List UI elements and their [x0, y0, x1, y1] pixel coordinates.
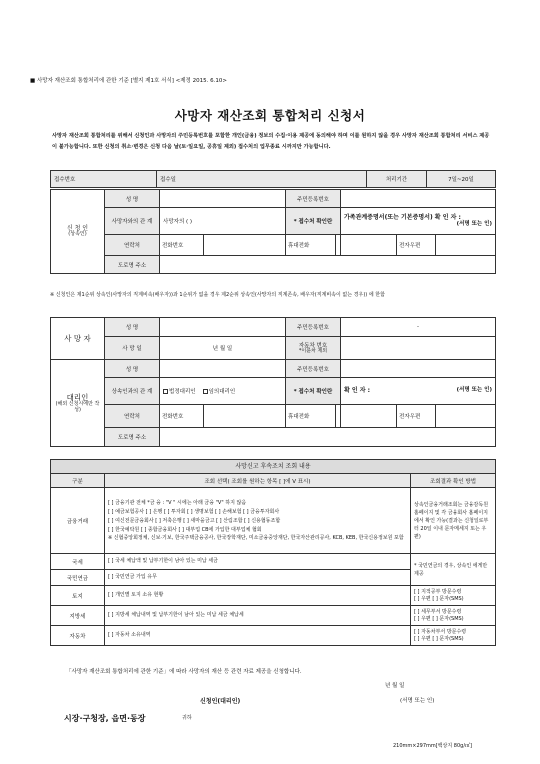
closing-sign: (서명 또는 인)	[400, 698, 435, 704]
finance-option-all[interactable]: [ ] 금융기관 전체 *금 융 : "V " 시에는 아래 금융 "V" 하지 않음	[108, 500, 247, 506]
deceased-car-field[interactable]	[341, 337, 496, 360]
finance-option-row2[interactable]: [ ] 여신전문금융회사 [ ] 저축은행 [ ] 새마을금고 [ ] 산림조합 [ ] 신용협동조합	[108, 518, 281, 524]
agent-email-cell	[341, 405, 496, 428]
local-tax-method-mail[interactable]: [ ] 우편 [ ] 문자(SMS)	[414, 615, 464, 622]
pension-method: * 국민연금의 경우, 상속인 에게만 제공	[411, 554, 496, 586]
applicant-address-field[interactable]	[160, 256, 496, 274]
proxy-agent-checkbox[interactable]	[203, 389, 208, 394]
vehicle-method	[411, 626, 496, 646]
closing-applicant-label: 신청인(대리인)	[200, 698, 241, 705]
local-tax-option[interactable]: [ ] 지방세 체납내역 및 납부기한이 남아 있는 미납 세금 체납세	[105, 606, 411, 626]
agent-contact-label: 연락처	[105, 405, 160, 428]
form-title: 사망자 재산조회 통합처리 신청서	[174, 108, 366, 123]
applicant-name-label: 성 명	[105, 190, 160, 208]
processing-period-value: 7일~20일	[427, 171, 496, 188]
applicant-email-cell	[341, 235, 496, 256]
closing-date: 년 월 일	[385, 683, 405, 689]
national-tax-option[interactable]: [ ] 국세 체납액 및 납부기한이 남아 있는 미납 세금	[105, 554, 411, 570]
receipt-number-label: 접수번호	[51, 171, 157, 188]
applicant-relation-field[interactable]: 사망자의 ( )	[160, 208, 286, 235]
agent-confirm-field[interactable]	[341, 378, 496, 405]
local-tax-method	[411, 606, 496, 626]
deceased-name-label: 성 명	[105, 318, 160, 337]
agent-confirm-label: 확 인 자 :	[344, 387, 371, 395]
applicant-contact-cell	[160, 235, 286, 256]
agent-section-label: 대리인	[66, 392, 89, 402]
finance-option-row1[interactable]: [ ] 예금보험공사 [ ] 은행 [ ] 투자회 [ ] 생명보험 [ ] 손해보험 [ ] 금융투자회사	[108, 509, 280, 515]
pension-option[interactable]: [ ] 국민연금 가입 유무	[105, 570, 411, 586]
applicant-mobile-cell	[286, 235, 341, 256]
land-option[interactable]: [ ] 개인별 토지 소유 현황	[105, 586, 411, 606]
finance-option-row3[interactable]: [ ] 한국예탁원 [ ] 종합금융회사 [ ] 대부업 CB에 가입한 대부업체 협회	[108, 527, 262, 533]
header-text: 사망자 재산조회 통합처리에 관한 기준 [별지 제1호 서식] <제정 2015. 6.10>	[36, 78, 227, 84]
agent-email-field[interactable]	[436, 405, 495, 427]
land-method	[411, 586, 496, 606]
land-method-mail[interactable]: [ ] 우편 [ ] 문자(SMS)	[414, 595, 464, 602]
applicant-rrn-field[interactable]	[341, 190, 496, 208]
inquiry-col-category: 구분	[51, 474, 105, 488]
category-land: 토지	[51, 586, 105, 606]
legal-agent-checkbox[interactable]	[163, 389, 168, 394]
applicant-phone-field[interactable]	[204, 235, 285, 255]
applicant-docs-text: 가족관계증명서(또는 기본증명서) 확 인 자 :	[344, 214, 461, 222]
local-tax-method-visit[interactable]: [ ] 세무부서 방문수령	[414, 608, 462, 615]
applicant-section-label: 신 청 인	[66, 225, 89, 233]
applicant-rrn-label: 주민등록번호	[286, 190, 341, 208]
deceased-agent-table	[50, 317, 496, 447]
applicant-mobile-value[interactable]	[341, 235, 396, 255]
applicant-address-label: 도로명 주소	[105, 256, 160, 274]
applicant-contact-label: 연락처	[105, 235, 160, 256]
deceased-name-field[interactable]	[160, 318, 286, 337]
applicant-docs-check-field[interactable]	[341, 208, 496, 235]
applicant-email-field[interactable]	[436, 235, 495, 255]
deceased-rrn-field[interactable]: -	[341, 318, 496, 337]
applicant-phone-label: 전화번호	[160, 235, 204, 255]
applicant-docs-sign: (서명 또는 인)	[456, 221, 492, 228]
form-header	[30, 78, 227, 85]
agent-address-label: 도로명 주소	[105, 428, 160, 447]
closing-statement: 「사망자 재산조회 통합처리에 관한 기준」에 따라 사망자의 재산 등 관련 자료 제공을 신청합니다.	[66, 669, 302, 675]
agent-mobile-label: 휴대전화	[286, 405, 336, 427]
legal-agent-label: 법정대리인	[169, 389, 196, 395]
paper-spec: 210mm×297mm[백상지 80g/㎡]	[393, 743, 472, 749]
proxy-agent-label: 임의대리인	[208, 389, 236, 395]
category-finance: 금융거래	[51, 488, 105, 554]
applicant-mobile-label: 휴대전화	[286, 235, 336, 255]
finance-options	[105, 488, 411, 554]
deceased-date-label: 사 망 일	[105, 337, 160, 360]
agent-section	[51, 360, 105, 447]
category-local-tax: 지방세	[51, 606, 105, 626]
agent-name-label: 성 명	[105, 360, 160, 378]
agent-confirm-sign: (서명 또는 인)	[456, 387, 492, 394]
applicant-table	[50, 189, 496, 274]
deceased-car-label-cell	[286, 337, 341, 360]
agent-rrn-label: 주민등록번호	[286, 360, 341, 378]
inquiry-table	[50, 459, 496, 646]
agent-phone-label: 전화번호	[160, 405, 204, 427]
applicant-docs-check-label: * 접수처 확인란	[286, 208, 341, 235]
vehicle-method-visit[interactable]: [ ] 자동차부서 방문수령	[414, 628, 467, 635]
vehicle-method-mail[interactable]: [ ] 우편 [ ] 문자(SMS)	[414, 635, 464, 642]
deceased-section-label: 사 망 자	[51, 318, 105, 360]
category-national-tax: 국세	[51, 554, 105, 570]
intro-notice: 사망자 재산조회 통합처리를 위해서 신청인과 사망자의 주민등록번호를 포함한 개인(금융) 정보의 수집·이용 제공에 동의해야 하며 이를 원하지 않을 경우 사망자 재산조회 통합처리 서비스 제공이 불가능합니다. 또한 신청의 취소·변경은 신청 다음 날(토·일요일, 공휴일 제외) 접수처의 업무종료 시까지만 가능합니다.	[52, 133, 490, 150]
agent-email-label: 전자우편	[396, 405, 436, 427]
inquiry-section-title: 사망신고 후속조치 조회 내용	[51, 460, 496, 474]
inquiry-col-select: 조회 선택( 조회를 원하는 항목 [ ]에 V 표시)	[105, 474, 411, 488]
land-method-visit[interactable]: [ ] 지적공부 방문수령	[414, 588, 462, 595]
agent-rrn-field[interactable]	[341, 360, 496, 378]
receipt-date-label: 접수일	[157, 171, 367, 188]
vehicle-option[interactable]: [ ] 자동차 소유내역	[105, 626, 411, 646]
agent-mobile-value[interactable]	[341, 405, 396, 427]
header-marker: ■	[30, 78, 36, 84]
receipt-table	[50, 170, 496, 188]
deceased-car-label: 자동차 번호	[298, 343, 328, 350]
agent-mobile-cell	[286, 405, 341, 428]
category-pension: 국민연금	[51, 570, 105, 586]
applicant-eligibility-note: ※ 신청인은 제1순위 상속인(사망자의 직계비속(배우자))과 1순위가 없을 경우 제2순위 상속인(사망자의 직계존속, 배우자(직계비속이 없는 경우)) 에 한함	[50, 292, 385, 298]
applicant-name-field[interactable]	[160, 190, 286, 208]
agent-section-sub: (해외 신청시에만 작성)	[55, 400, 100, 413]
inquiry-col-method: 조회결과 확인 방법	[411, 474, 496, 488]
deceased-date-field[interactable]: 년 월 일	[160, 337, 286, 360]
applicant-section-sub: (상속인)	[68, 231, 87, 238]
addressee: 시장·구청장, 읍면·동장	[64, 714, 146, 723]
category-vehicle: 자동차	[51, 626, 105, 646]
agent-mobile-field[interactable]	[336, 405, 340, 427]
finance-method: 상속인금융거래조회는 금융감독원 홈페이지 및 각 금융회사 홈페이지에서 확인 가능(결과는 신청일로부터 20일 이내 문자메세지 또는 우편)	[411, 488, 496, 554]
applicant-email-label: 전자우편	[396, 235, 436, 255]
applicant-section	[51, 190, 105, 274]
finance-option-note: ※ 신협중앙회정체, 신보·기보, 한국주택금융공사, 한국장학재단, 미소금융중앙재단, 한국자산관리공사, KCB, KEB, 한국신용정보원 포함	[108, 535, 404, 541]
agent-check-label: * 접수처 확인란	[286, 378, 341, 405]
deceased-rrn-label: 주민등록번호	[286, 318, 341, 337]
deceased-car-sub: *이륜차 제외	[298, 348, 328, 355]
agent-name-field[interactable]	[160, 360, 286, 378]
processing-period-label: 처리기간	[367, 171, 427, 188]
agent-address-field[interactable]	[160, 428, 496, 447]
agent-relation-field	[160, 378, 286, 405]
agent-phone-field[interactable]	[204, 405, 285, 427]
agent-relation-label: 상속인과의 관 계	[105, 378, 160, 405]
agent-phone-cell	[160, 405, 286, 428]
addressee-honorific: 귀하	[182, 715, 192, 721]
applicant-relation-label: 사망자와의 관 계	[105, 208, 160, 235]
applicant-mobile-field[interactable]	[336, 235, 340, 255]
